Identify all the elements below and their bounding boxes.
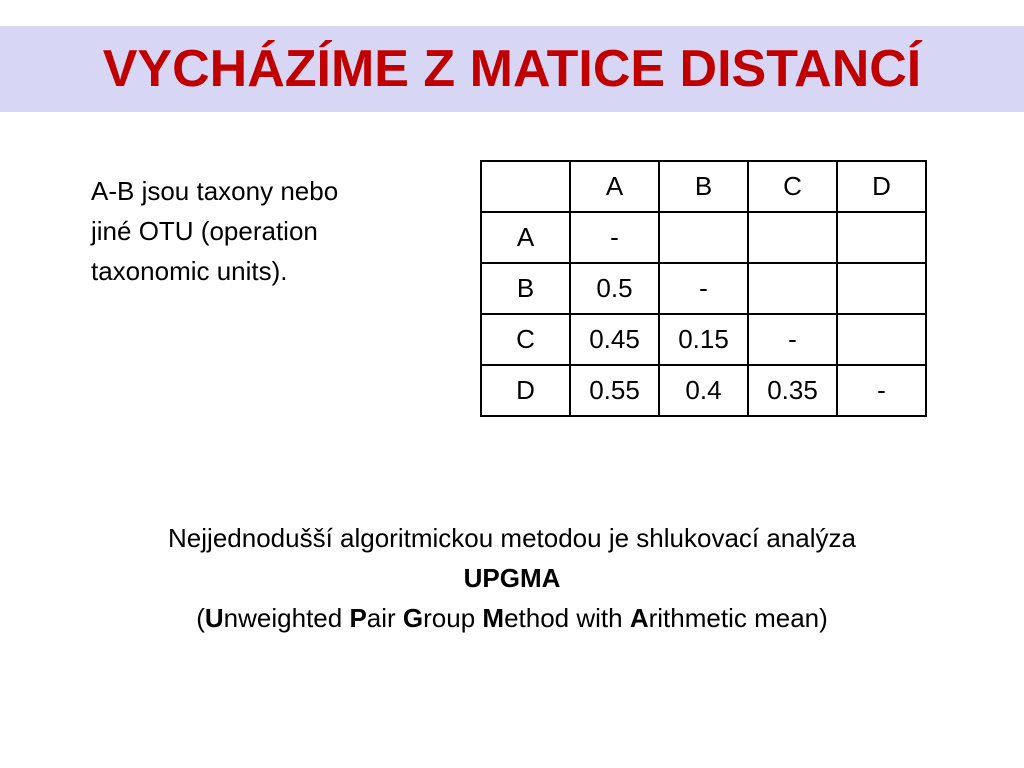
matrix-cell: 0.15 — [659, 314, 748, 365]
intro-text — [91, 171, 436, 291]
matrix-cell — [748, 212, 837, 263]
matrix-row-header: C — [481, 314, 570, 365]
method-summary — [0, 518, 1024, 638]
expansion-initial: P — [349, 603, 367, 633]
intro-line: A-B jsou taxony nebo — [91, 176, 339, 206]
method-expansion — [0, 598, 1024, 638]
matrix-row-header: A — [481, 212, 570, 263]
matrix-cell: 0.45 — [570, 314, 659, 365]
slide-title: VYCHÁZÍME Z MATICE DISTANCÍ — [102, 40, 922, 98]
matrix-row-header: D — [481, 365, 570, 416]
matrix-cell: 0.55 — [570, 365, 659, 416]
matrix-cell: - — [837, 365, 926, 416]
matrix-cell: 0.35 — [748, 365, 837, 416]
matrix-cell — [748, 263, 837, 314]
matrix-corner-cell — [481, 161, 570, 212]
matrix-row — [481, 365, 926, 416]
matrix-cell: - — [659, 263, 748, 314]
matrix-cell — [659, 212, 748, 263]
matrix-header-row — [481, 161, 926, 212]
expansion-part: ( — [196, 603, 205, 633]
matrix-cell: - — [748, 314, 837, 365]
matrix-column-header: D — [837, 161, 926, 212]
expansion-initial: U — [204, 603, 224, 633]
upgma-label: UPGMA — [463, 563, 561, 593]
matrix-row — [481, 212, 926, 263]
matrix-column-header: A — [570, 161, 659, 212]
matrix-column-header: C — [748, 161, 837, 212]
summary-sentence: Nejjednodušší algoritmickou metodou je shlukovací analýza — [168, 523, 856, 553]
matrix-row — [481, 263, 926, 314]
intro-line: jiné OTU (operation — [91, 216, 318, 246]
expansion-part: air — [366, 603, 403, 633]
matrix-row — [481, 314, 926, 365]
matrix-row-header: B — [481, 263, 570, 314]
distance-matrix — [480, 160, 927, 417]
intro-line: taxonomic units). — [91, 256, 288, 286]
matrix-cell: 0.4 — [659, 365, 748, 416]
expansion-part: nweighted — [223, 603, 350, 633]
method-acronym — [0, 558, 1024, 598]
matrix-cell — [837, 212, 926, 263]
expansion-initial: A — [629, 603, 649, 633]
expansion-part: rithmetic mean) — [648, 603, 828, 633]
expansion-initial: M — [482, 603, 505, 633]
expansion-part: ethod with — [504, 603, 630, 633]
matrix-cell — [837, 263, 926, 314]
title-banner — [0, 26, 1024, 112]
expansion-part: roup — [423, 603, 483, 633]
matrix-cell: - — [570, 212, 659, 263]
matrix-column-header: B — [659, 161, 748, 212]
expansion-initial: G — [402, 603, 424, 633]
matrix-cell: 0.5 — [570, 263, 659, 314]
matrix-cell — [837, 314, 926, 365]
